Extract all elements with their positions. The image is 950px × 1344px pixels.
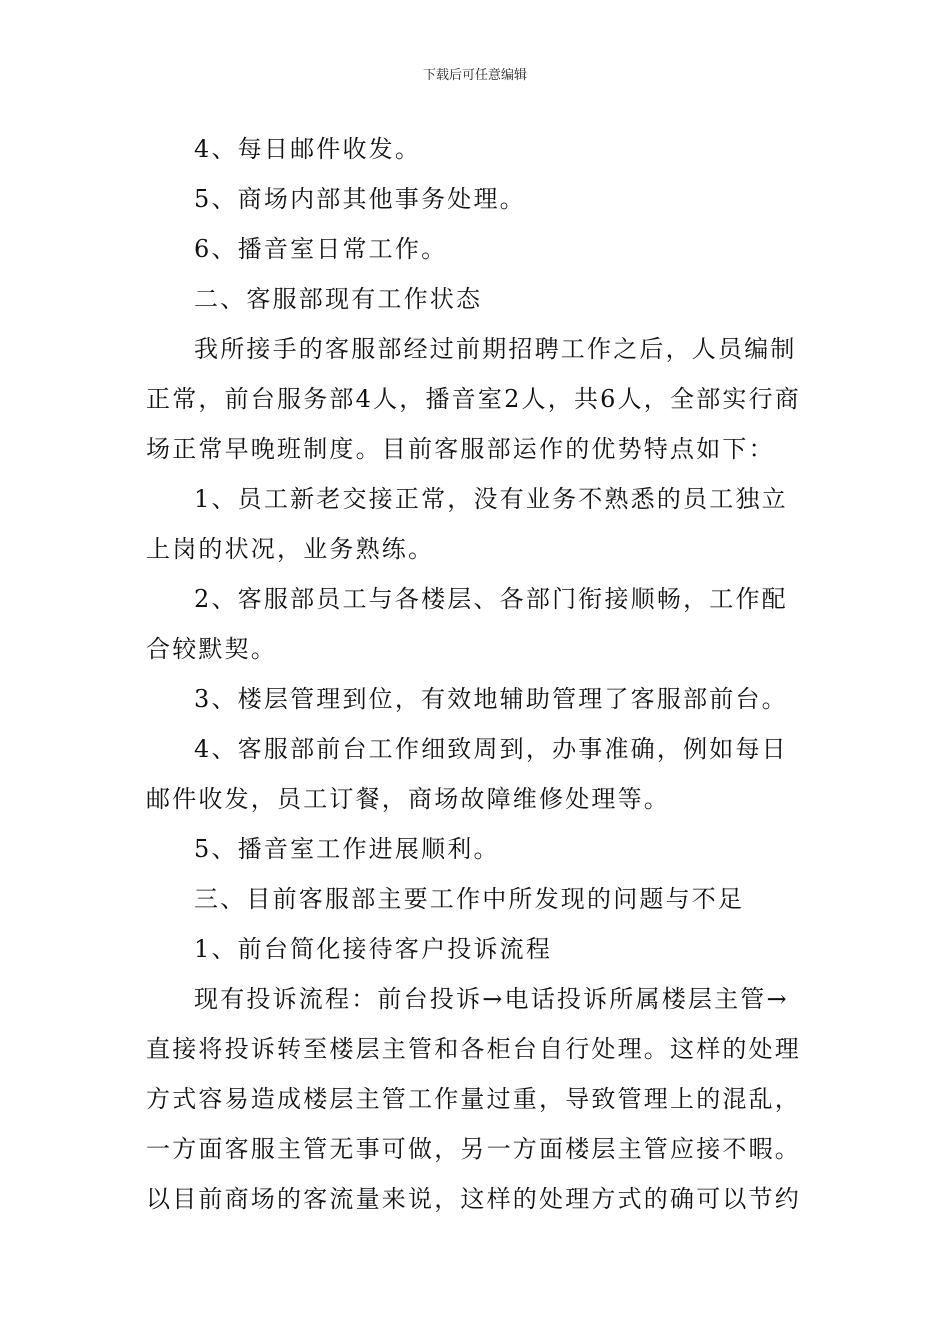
section-heading-current-status: 二、客服部现有工作状态	[194, 285, 483, 313]
document-body	[146, 124, 806, 1224]
paragraph-staffing: 我所接手的客服部经过前期招聘工作之后，人员编制正常，前台服务部4人，播音室2人，共6人，全部实行商场正常早晚班制度。目前客服部运作的优势特点如下：	[146, 335, 802, 463]
list-item-broadcast-room: 6、播音室日常工作。	[194, 235, 448, 263]
list-item-mail: 4、每日邮件收发。	[194, 135, 422, 163]
list-item-handover: 1、员工新老交接正常，没有业务不熟悉的员工独立上岗的状况，业务熟练。	[146, 485, 788, 563]
list-item-front-desk: 4、客服部前台工作细致周到，办事准确，例如每日邮件收发，员工订餐，商场故障维修处理等。	[146, 735, 788, 813]
list-item-internal-affairs: 5、商场内部其他事务处理。	[194, 185, 526, 213]
page-header: 下载后可任意编辑	[422, 68, 527, 83]
subheading-complaint-flow: 1、前台简化接待客户投诉流程	[194, 935, 553, 963]
list-item-coordination: 2、客服部员工与各楼层、各部门衔接顺畅，工作配合较默契。	[146, 585, 788, 663]
paragraph-complaint-process: 现有投诉流程：前台投诉→电话投诉所属楼层主管→直接将投诉转至楼层主管和各柜台自行处理。这样的处理方式容易造成楼层主管工作量过重，导致管理上的混乱，一方面客服主管无事可做，另一方面楼层主管应接不暇。以目前商场的客流量来说，这样的处理方式的确可以节约	[146, 985, 801, 1213]
list-item-floor-management: 3、楼层管理到位，有效地辅助管理了客服部前台。	[194, 685, 788, 713]
list-item-broadcast-progress: 5、播音室工作进展顺利。	[194, 835, 500, 863]
section-heading-problems: 三、目前客服部主要工作中所发现的问题与不足	[194, 885, 745, 913]
